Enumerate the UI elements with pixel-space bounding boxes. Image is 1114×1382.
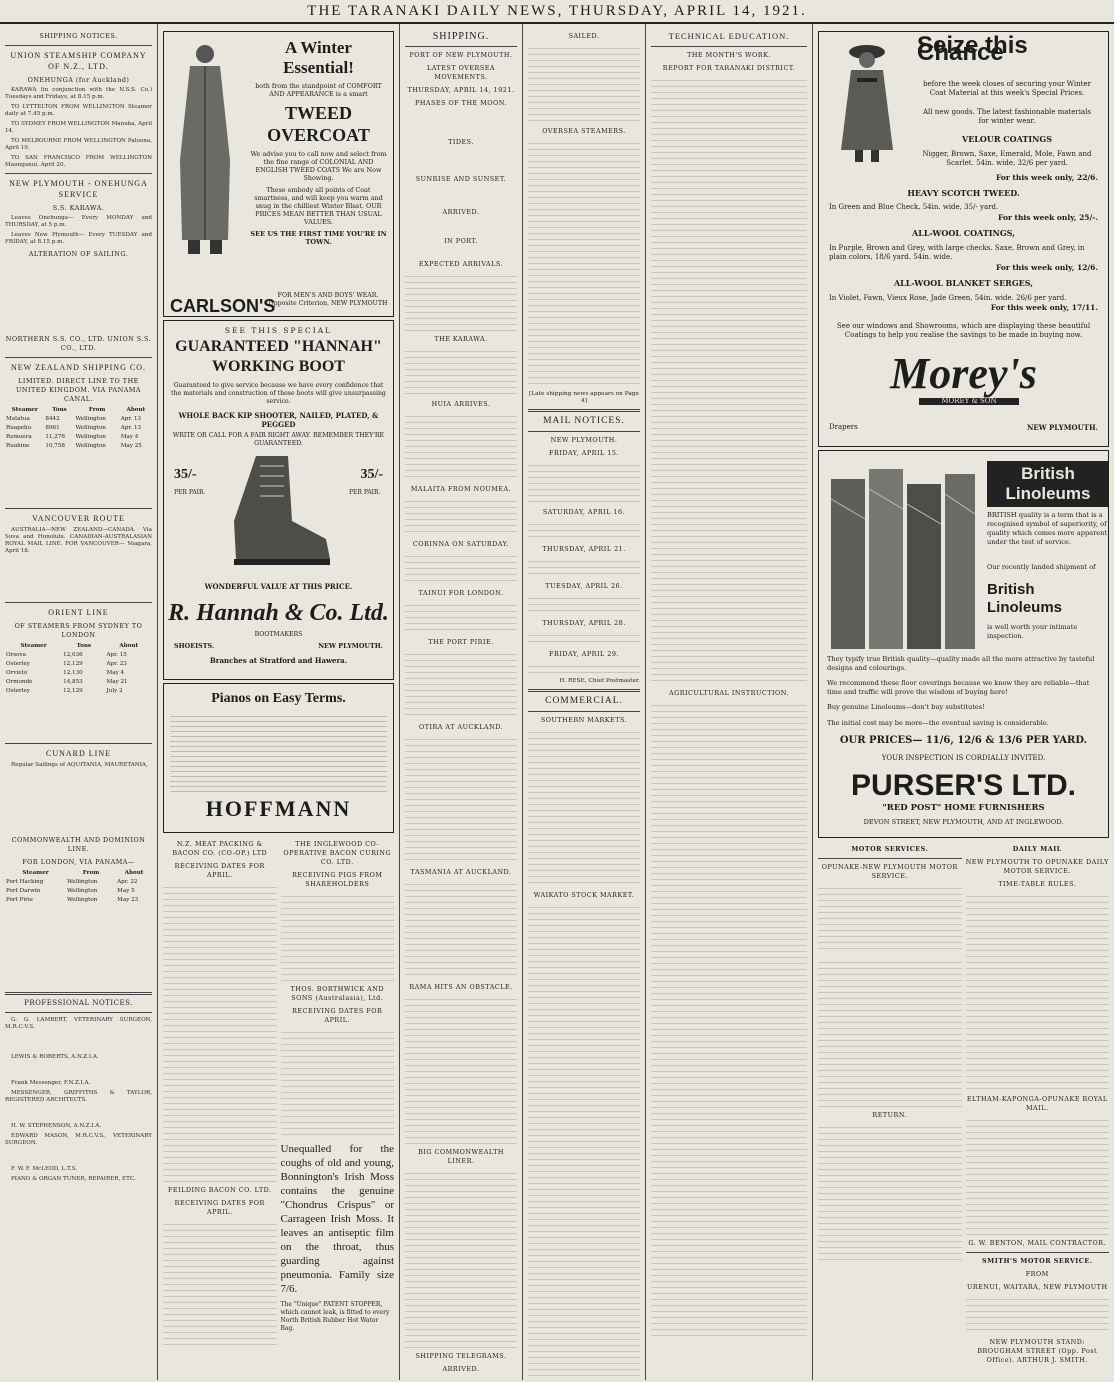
bacon-notices-row: [163, 836, 394, 1349]
table-row: [5, 415, 152, 424]
sub-heading: EXPECTED ARRIVALS.: [418, 260, 504, 268]
note: [Late shipping news appears on Page 4]: [529, 391, 639, 404]
ad-subheading: ALL-WOOL COATINGS,: [912, 228, 1015, 238]
text-block: [528, 727, 640, 887]
ad-price: OUR PRICES— 11/6, 12/6 & 13/6 PER YARD.: [839, 735, 1088, 746]
notice-line: PIANO & ORGAN TUNER, REPAIRER, ETC.: [11, 1176, 136, 1182]
ad-line: These embody all points of Coat smartness, and will keep you warm and snug in the chilliest Winter Blast. OUR PRICES MEAN BETTER THAN USUAL VALUES.: [254, 186, 383, 226]
sub-heading: SUNRISE AND SUNSET.: [415, 175, 507, 183]
table-header-cell: From: [82, 870, 100, 876]
table-cell: May 23: [117, 897, 139, 903]
ad-subtitle: OF STEAMERS FROM SYDNEY TO LONDON: [14, 622, 143, 639]
text-block: [5, 1034, 152, 1054]
notice-title: FEILDING BACON CO. LTD.: [167, 1186, 272, 1194]
ad-title: NEW ZEALAND SHIPPING CO.: [11, 363, 146, 372]
ad-line: We advise you to call now and select from the fine range of COLONIAL AND ENGLISH TWEED COATS We are Now Showing.: [250, 150, 387, 182]
signature: G. W. BENTON, MAIL CONTRACTOR.: [968, 1239, 1107, 1247]
notice: [163, 836, 277, 1349]
mail-date: FRIDAY, APRIL 15.: [549, 449, 619, 457]
orient-table: [5, 642, 152, 696]
text-block: [163, 1219, 277, 1349]
column-mail-commercial: [523, 24, 646, 1380]
table-cell: Ruapehu: [6, 425, 32, 431]
ad-subheading: HEAVY SCOTCH TWEED.: [907, 188, 1020, 198]
text-block: [405, 551, 517, 585]
pursers-logo: PURSER'S LTD.: [851, 769, 1076, 802]
woman-in-coat-icon: [827, 40, 907, 164]
timetable: [966, 1115, 1110, 1235]
table-header-cell: From: [88, 407, 106, 413]
sub-heading: AGRICULTURAL INSTRUCTION.: [669, 689, 789, 697]
ad-line: Guaranteed to give service because we have every confidence that the materials and construction of these boots will give unsurpassing service.: [171, 382, 386, 405]
table-cell: Wellington: [75, 434, 106, 440]
carlsons-ad: [163, 31, 394, 317]
ad-line: Leaves New Plymouth— Every TUESDAY and FRIDAY, at 8.15 p.m.: [5, 232, 152, 245]
mail-date: THURSDAY, APRIL 21.: [542, 545, 626, 553]
table-row: [5, 669, 152, 678]
text-block: [405, 600, 517, 634]
notice-line: F. W. F. McLEOD, L.T.S.: [11, 1166, 78, 1172]
ad-line: NEW PLYMOUTH.: [318, 642, 383, 650]
sub-heading: THE MONTH'S WORK.: [687, 51, 771, 59]
carlsons-logo: CARLSON'S: [170, 296, 276, 316]
price-left-caption: PER PAIR.: [174, 489, 206, 496]
text-block: [5, 1150, 152, 1166]
table-cell: Port Hacking: [6, 879, 44, 885]
ad-line: WHOLE BACK KIP SHOOTER, NAILED, PLATED, & PEGGED: [178, 411, 379, 429]
ad-line: Branches at Stratford and Hawera.: [209, 656, 348, 665]
ad-subheading: ALL-WOOL BLANKET SERGES,: [893, 278, 1034, 288]
stopper-ad: The "Unique" PATENT STOPPER, which cannot leak, is fitted to every North British Rubber Hot Water Bag.: [280, 1301, 390, 1332]
ad-title: NEW PLYMOUTH - ONEHUNGA SERVICE: [9, 179, 148, 199]
ad-line: FOR MEN'S AND BOYS' WEAR. Opposite Criterion, NEW PLYMOUTH: [268, 292, 388, 307]
ad-subtitle: S.S. KARAWA.: [52, 204, 105, 212]
ad-line: TO LYTTELTON FROM WELLINGTON Steamer daily at 7.45 p.m.: [5, 104, 152, 117]
table-cell: Wellington: [66, 879, 98, 885]
table-cell: 8961: [45, 425, 60, 431]
text-block: [405, 271, 517, 331]
text-block: [405, 411, 517, 481]
table-cell: 12,129: [63, 661, 83, 667]
text-block: [405, 219, 517, 233]
notice-title: THOS. BORTHWICK AND SONS (Australasia), Ltd.: [290, 985, 384, 1002]
text-block: [5, 908, 152, 988]
ad-price: For this week only, 22/6.: [995, 173, 1098, 182]
notice-subtitle: RECEIVING DATES FOR APRIL.: [174, 1199, 265, 1216]
sub-heading: DAILY MAIL: [1012, 845, 1062, 853]
ad-line: TO SAN FRANCISCO FROM WELLINGTON Maunganui, April 20.: [5, 155, 152, 168]
table-cell: Apr. 22: [117, 879, 138, 885]
table-row: [5, 887, 152, 896]
commonwealth-table: [5, 869, 152, 905]
notice-line: H. W. STEPHENSON, A.N.Z.I.A.: [11, 1123, 102, 1129]
sailings-table: [5, 406, 152, 451]
text-block: [5, 1107, 152, 1123]
table-cell: Orsova: [6, 652, 26, 658]
sub-heading: THE PORT PIRIE.: [428, 638, 494, 646]
ad-subtitle: FOR LONDON, VIA PANAMA—: [22, 858, 135, 866]
mail-date: TUESDAY, APRIL 26.: [545, 582, 623, 590]
sub-heading: THE KARAWA.: [434, 335, 488, 343]
table-header-cell: About: [119, 643, 139, 649]
ad-line: Regular Sailings of AQUITANIA, MAURETANIA,: [11, 762, 148, 768]
table-cell: Ormonde: [6, 679, 33, 685]
table-row: [5, 896, 152, 905]
ad-line: is well worth your intimate inspection.: [987, 623, 1078, 640]
table-cell: Osterley: [6, 661, 30, 667]
sub-heading: RETURN.: [872, 1111, 908, 1119]
text-block: [528, 556, 640, 578]
table-header-cell: Steamer: [22, 870, 49, 876]
sub-heading: OTIRA AT AUCKLAND.: [418, 723, 504, 731]
ad-line: AUSTRALIA—NEW ZEALAND—CANADA. Via Suva and Honolulu. CANADIAN-AUSTRALASIAN ROYAL MAIL LINE. FOR VANCOUVER— Niagara, April 18.: [5, 527, 152, 554]
notice-subtitle: RECEIVING DATES FOR APRIL.: [292, 1007, 383, 1024]
price-left: 35/-: [174, 467, 197, 482]
ad-line: Nigger, Brown, Saxe, Emerald, Mole, Fawn and Scarlet. 54in. wide, 32/6 per yard.: [922, 150, 1092, 167]
text-block: [5, 699, 152, 739]
text-block: [163, 882, 277, 1182]
table-cell: May 5: [117, 888, 135, 894]
text-block: [5, 261, 152, 331]
table-cell: May 4: [106, 670, 125, 676]
sub-heading: NEW PLYMOUTH STAND: BROUGHAM STREET (Opp. Post Office). ARTHUR J. SMITH.: [977, 1338, 1098, 1364]
table-header-cell: About: [124, 870, 144, 876]
ad-title: ORIENT LINE: [48, 608, 109, 617]
ad-line: BOOTMAKERS: [254, 631, 303, 638]
daily-mail-service: [966, 841, 1110, 1367]
table-cell: Port Pirie: [6, 897, 33, 903]
notice-line: EDWARD MASON, M.R.C.V.S., VETERINARY SURGEON.: [5, 1133, 152, 1146]
table-cell: May 4: [120, 434, 139, 440]
text-block: [5, 772, 152, 832]
ad-headline: TWEED OVERCOAT: [267, 103, 370, 145]
text-block: [405, 879, 517, 979]
text-block: [528, 460, 640, 504]
ad-price: For this week only, 17/11.: [990, 303, 1098, 312]
sub-heading: ELTHAM-KAPONGA-OPUNAKE ROYAL MAIL.: [966, 1095, 1108, 1112]
table-cell: 10,758: [45, 443, 65, 449]
moreys-coating-ad: [818, 31, 1109, 447]
table-cell: 11,276: [45, 434, 65, 440]
linoleum-rolls-icon: [827, 459, 977, 649]
ad-line: Leaves Onehunga— Every MONDAY and THURSDAY, at 5 p.m.: [5, 215, 152, 228]
hoffmann-logo: HOFFMANN: [205, 796, 352, 821]
ad-price: For this week only, 25/-.: [998, 213, 1098, 222]
notice-subtitle: RECEIVING DATES FOR APRIL.: [174, 862, 265, 879]
table-header-cell: Tons: [52, 407, 67, 413]
sub-heading: SMITH'S MOTOR SERVICE.: [982, 1257, 1093, 1265]
ad-title: UNION STEAMSHIP COMPANY OF N.Z., LTD.: [10, 51, 147, 71]
ad-line: WRITE OR CALL FOR A FAIR RIGHT AWAY. REMEMBER THEY'RE GUARANTEED.: [172, 432, 385, 447]
ad-line: They typify true British quality—quality made all the more attractive by tasteful designs and colourings.: [827, 655, 1095, 672]
ad-subtitle: ONEHUNGA (for Auckland): [27, 76, 130, 84]
ad-line: NEW PLYMOUTH.: [1027, 423, 1098, 432]
table-row: [5, 651, 152, 660]
table-header-cell: Tons: [76, 643, 92, 649]
table-cell: 8442: [45, 416, 60, 422]
text-block: [5, 558, 152, 598]
ad-headline: British Linoleums: [987, 461, 1109, 507]
text-block: [281, 891, 395, 981]
table-header: [5, 406, 152, 415]
ad-headline: Pianos on Easy Terms.: [211, 691, 346, 706]
sub-heading: OVERSEA STEAMERS.: [542, 127, 626, 135]
ad-subtitle: ALTERATION OF SAILING.: [28, 250, 129, 258]
mail-date: FRIDAY, APRIL 29.: [549, 650, 619, 658]
irish-moss-ad: Unequalled for the coughs of old and young, Bonnington's Irish Moss contains the genuine "Chondrus Crispus" or Carrageen Irish Moss. It leaves an antiseptic film on the throat, thus guarding against pneumonia. Family size 7/6.: [280, 1143, 394, 1295]
column-technical-education: [646, 24, 813, 1380]
ad-line: SEE THIS SPECIAL: [224, 326, 333, 335]
table-row: [5, 687, 152, 696]
text-block: [651, 700, 807, 1340]
sub-heading: OPUNAKE-NEW PLYMOUTH MOTOR SERVICE.: [821, 863, 958, 880]
ad-line: SEE US THE FIRST TIME YOU'RE IN TOWN.: [250, 230, 387, 246]
ad-line: BRITISH quality is a term that is a recognised symbol of superiority, of quality which comes more apparent under the test of service.: [987, 511, 1108, 546]
overcoat-figure-icon: [170, 40, 240, 260]
ad-line: KARAWA (in conjunction with the N.S.S. Co.) Tuesdays and Fridays, at 8.15 p.m.: [5, 87, 152, 100]
price-table: [170, 712, 387, 792]
sub-heading: PORT OF NEW PLYMOUTH.: [409, 51, 513, 59]
table-cell: July 2: [106, 688, 123, 694]
text-block: [528, 593, 640, 615]
text-block: [405, 1168, 517, 1348]
sub-heading: TIDES.: [448, 138, 474, 146]
text-block: [405, 496, 517, 536]
sub-heading: MALAITA FROM NOUMEA.: [410, 485, 512, 493]
ad-line: TO MELBOURNE FROM WELLINGTON Paloona, April 19.: [5, 138, 152, 151]
table-cell: Apr. 13: [120, 425, 142, 431]
table-cell: 12,130: [63, 670, 83, 676]
section-heading: TECHNICAL EDUCATION.: [668, 31, 790, 41]
sub-heading: SHIPPING TELEGRAMS.: [415, 1352, 507, 1360]
ad-line: All new goods. The latest fashionable materials for winter wear.: [922, 108, 1092, 125]
notice-line: LEWIS & ROBERTS, A.N.Z.I.A.: [11, 1054, 99, 1060]
ad-line: See our windows and Showrooms, which are displaying these beautiful Coatings to help you realise the savings to be made in buying now.: [836, 322, 1091, 339]
sub-heading: BIG COMMONWEALTH LINER.: [418, 1148, 504, 1165]
moreys-logo-sub: MOREY & SON: [919, 398, 1019, 405]
notice: [281, 836, 395, 1349]
text-block: [405, 149, 517, 171]
table-cell: Apr. 13: [120, 416, 142, 422]
ad-line: In Green and Blue Check, 54in. wide, 35/- yard.: [829, 203, 999, 211]
column-advertisements-right: [813, 24, 1114, 1380]
notice-line: Frank Messenger, F.N.Z.I.A.: [11, 1080, 91, 1086]
text-block: [405, 346, 517, 396]
table-cell: 14,853: [63, 679, 83, 685]
notice-line: G. G. LAMBERT, VETERINARY SURGEON, M.R.C.V.S.: [5, 1017, 152, 1030]
sub-heading: IN PORT.: [444, 237, 478, 245]
table-row: [5, 442, 152, 451]
section-heading: SHIPPING.: [432, 31, 490, 42]
ad-subtitle: NORTHERN S.S. CO., LTD. UNION S.S. CO., LTD.: [5, 335, 152, 352]
table-cell: Apr. 23: [106, 661, 127, 667]
sub-heading: URENUI, WAITARA, NEW PLYMOUTH: [966, 1283, 1108, 1291]
ad-line: Drapers: [829, 423, 858, 431]
table-cell: Orvieto: [6, 670, 28, 676]
ad-subtitle: COMMONWEALTH AND DOMINION LINE.: [11, 836, 146, 853]
text-block: [528, 902, 640, 1380]
text-block: [405, 110, 517, 134]
column-shipping-news: [400, 24, 523, 1380]
table-cell: May 25: [120, 443, 142, 449]
table-cell: Osterley: [6, 688, 30, 694]
ad-subheading: VELOUR COATINGS: [961, 134, 1053, 144]
timetable: [818, 957, 962, 1107]
ad-line: both from the standpoint of COMFORT AND APPEARANCE is a smart: [255, 82, 382, 98]
sub-heading: HUIA ARRIVES.: [431, 400, 491, 408]
notice-subtitle: RECEIVING PIGS FROM SHAREHOLDERS: [292, 871, 383, 888]
text-block: [818, 883, 962, 953]
table-header: [5, 869, 152, 878]
notice-title: N.Z. MEAT PACKING & BACON CO. (CO-OP.) LTD: [172, 840, 268, 857]
table-cell: Wellington: [75, 443, 106, 449]
sub-heading: ARRIVED.: [442, 1365, 480, 1373]
ad-line: In Purple, Brown and Grey, with large checks. Saxe, Brown and Grey, in plain colors, 18/6 yard. 54in. wide.: [829, 244, 1085, 261]
ad-price: For this week only, 12/6.: [995, 263, 1098, 272]
text-block: [405, 649, 517, 719]
table-row: [5, 660, 152, 669]
ad-subtitle: LIMITED. DIRECT LINE TO THE UNITED KINGDOM. VIA PANAMA CANAL.: [15, 377, 142, 403]
text-block: [405, 186, 517, 204]
table-row: [5, 678, 152, 687]
text-block: [405, 994, 517, 1144]
sub-heading: MOTOR SERVICES.: [851, 845, 929, 853]
table-header-cell: Steamer: [11, 407, 38, 413]
text-block: [405, 1376, 517, 1380]
ad-line: WONDERFUL VALUE AT THIS PRICE.: [204, 582, 353, 591]
sub-heading: WAIKATO STOCK MARKET.: [533, 891, 635, 899]
table-cell: Wellington: [66, 888, 98, 894]
text-block: [528, 519, 640, 541]
ad-subheading: British Linoleums: [987, 581, 1063, 616]
text-block: [405, 248, 517, 256]
text-block: [528, 630, 640, 646]
price-right-caption: PER PAIR.: [349, 489, 381, 496]
table-cell: 12,129: [63, 688, 83, 694]
text-block: [281, 1027, 395, 1137]
sub-heading: FROM: [1025, 1270, 1049, 1278]
mail-date: SATURDAY, APRIL 16.: [542, 508, 626, 516]
boot-icon: [226, 451, 336, 571]
table-cell: Matatua: [6, 416, 30, 422]
sub-heading: TASMANIA AT AUCKLAND.: [410, 868, 512, 876]
table-header-cell: Steamer: [20, 643, 47, 649]
section-heading: MAIL NOTICES.: [543, 416, 625, 426]
ad-headline: Seize this Chance: [917, 32, 1028, 66]
sub-heading: NEW PLYMOUTH.: [550, 436, 618, 444]
table-cell: Wellington: [66, 897, 98, 903]
sub-heading: SAILED.: [568, 32, 600, 40]
text-block: [528, 661, 640, 677]
hannah-logo: R. Hannah & Co. Ltd.: [168, 600, 389, 626]
ad-headline: GUARANTEED "HANNAH" WORKING BOOT: [175, 338, 382, 375]
table-cell: May 21: [106, 679, 128, 685]
price-right: 35/-: [360, 467, 383, 482]
columns: [0, 24, 1114, 1382]
ad-title: VANCOUVER ROUTE: [32, 514, 125, 523]
ad-line: We recommend these floor coverings because we know they are reliable—that time and traffic will prove the wisdom of buying here!: [827, 679, 1090, 696]
text-block: [528, 43, 640, 123]
sub-heading: TIME-TABLE RULES.: [998, 880, 1077, 888]
timetable: [966, 891, 1110, 1091]
sub-heading: TAINUI FOR LONDON.: [418, 589, 504, 597]
notice-title: THE INGLEWOOD CO-OPERATIVE BACON CURING CO. LTD.: [283, 840, 392, 866]
ad-line: before the week closes of securing your Winter Coat Material at this week's Special Prices.: [923, 80, 1091, 97]
moreys-logo: Morey's: [890, 349, 1037, 398]
text-block: [405, 734, 517, 864]
hoffmann-piano-ad: [163, 683, 394, 833]
ad-line: "RED POST" HOME FURNISHERS: [882, 803, 1045, 813]
sub-heading: RAMA HITS AN OBSTACLE.: [409, 983, 513, 991]
sub-heading: PHASES OF THE MOON.: [415, 99, 507, 107]
table-cell: Wellington: [75, 416, 106, 422]
column-shipping-notices: [0, 24, 158, 1380]
sub-heading: ARRIVED.: [442, 208, 480, 216]
text-block: [5, 454, 152, 504]
motor-services-row: [818, 841, 1109, 1367]
sub-heading: CORINNA ON SATURDAY.: [412, 540, 510, 548]
ad-headline: A Winter Essential!: [283, 38, 354, 77]
section-heading: SHIPPING NOTICES.: [39, 32, 118, 40]
table-cell: Port Darwin: [6, 888, 41, 894]
table-cell: Ruahine: [6, 443, 30, 449]
motor-services: [818, 841, 962, 1367]
table-cell: Remuera: [6, 434, 32, 440]
table-header-cell: About: [126, 407, 146, 413]
mail-date: THURSDAY, APRIL 28.: [542, 619, 626, 627]
sub-heading: NEW PLYMOUTH TO OPUNAKE DAILY MOTOR SERVICE.: [965, 858, 1109, 875]
ad-line: Buy genuine Linoleums—don't buy substitutes!: [827, 703, 985, 711]
ad-line: DEVON STREET, NEW PLYMOUTH, AND AT INGLEWOOD.: [863, 818, 1064, 826]
notice-line: MESSENGER, GRIFFITHS & TAYLOR, REGISTERED ARCHITECTS.: [5, 1090, 152, 1103]
ad-line: YOUR INSPECTION IS CORDIALLY INVITED.: [881, 754, 1046, 762]
table-row: [5, 433, 152, 442]
postmaster-signature: H. RESE, Chief Postmaster.: [559, 678, 640, 684]
table-row: [5, 878, 152, 887]
sub-heading: LATEST OVERSEA MOVEMENTS.: [427, 64, 495, 81]
timetable: [818, 1122, 962, 1262]
text-block: [528, 138, 640, 388]
table-row: [5, 424, 152, 433]
sub-heading: SOUTHERN MARKETS.: [540, 716, 628, 724]
ad-title: CUNARD LINE: [46, 749, 111, 758]
text-block: [966, 1294, 1110, 1334]
ad-line: Our recently landed shipment of: [987, 563, 1096, 571]
ad-line: In Violet, Fawn, Vieux Rose, Jade Green, 54in. wide. 26/6 per yard.: [829, 294, 1067, 302]
hannah-boot-ad: [163, 320, 394, 680]
ad-line: The initial cost may be more—the eventual saving is considerable.: [827, 719, 1049, 727]
text-block: [5, 1064, 152, 1080]
section-heading: PROFESSIONAL NOTICES.: [24, 999, 133, 1007]
table-cell: 12,036: [63, 652, 83, 658]
sub-heading: THURSDAY, APRIL 14, 1921.: [407, 86, 515, 94]
table-cell: Wellington: [75, 425, 106, 431]
table-cell: Apr. 15: [106, 652, 127, 658]
ad-line: TO SYDNEY FROM WELLINGTON Manuka, April 14.: [5, 121, 152, 134]
table-header: [5, 642, 152, 651]
section-heading: COMMERCIAL.: [545, 696, 623, 706]
text-block: [651, 75, 807, 685]
column-advertisements: [158, 24, 400, 1380]
masthead: THE TARANAKI DAILY NEWS, THURSDAY, APRIL 14, 1921.: [0, 0, 1114, 24]
sub-heading: REPORT FOR TARANAKI DISTRICT.: [662, 64, 796, 72]
pursers-linoleum-ad: [818, 450, 1109, 838]
ad-line: SHOEISTS.: [174, 642, 215, 650]
